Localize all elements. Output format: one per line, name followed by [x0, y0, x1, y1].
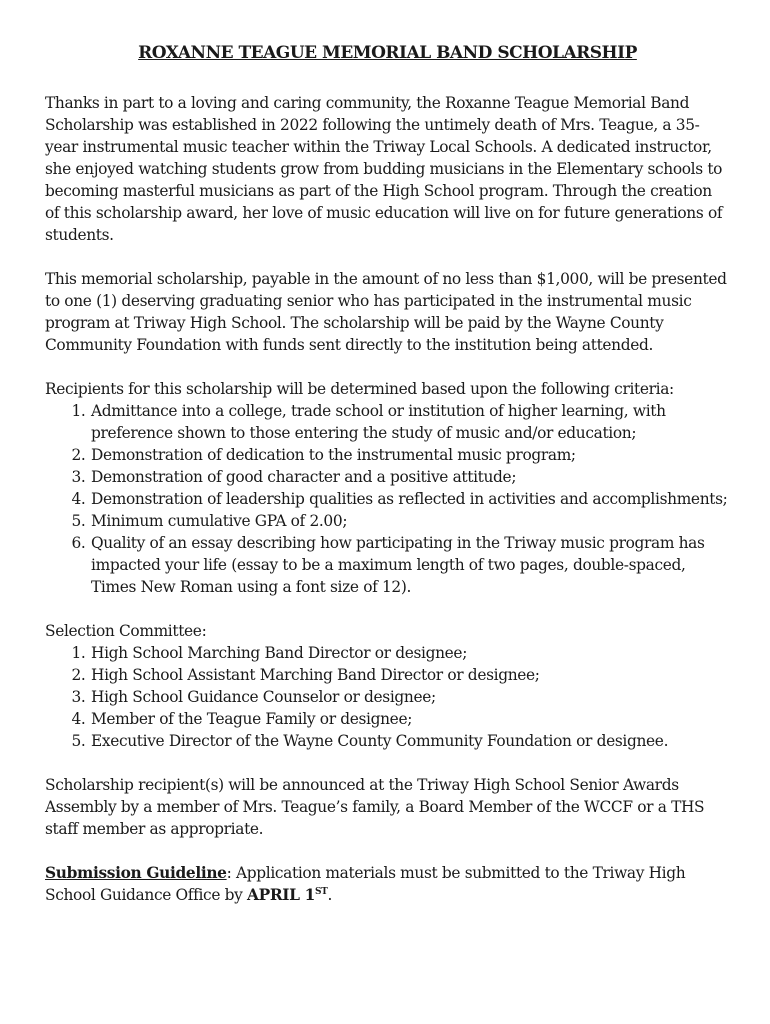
submission-text: : Application materials must be submitted to the Triway High School Guidance Office by [45, 864, 686, 904]
document-title: ROXANNE TEAGUE MEMORIAL BAND SCHOLARSHIP [138, 43, 637, 63]
criteria-list [45, 400, 730, 598]
document-page [45, 42, 730, 928]
list-item: 1. Admittance into a college, trade school or institution of higher learning, with preference shown to those entering the study of music and/or education; [90, 400, 730, 444]
criteria-intro: Recipients for this scholarship will be determined based upon the following criteria: [45, 380, 674, 398]
list-item: 2. Demonstration of dedication to the instrumental music program; [90, 444, 730, 466]
list-item: 4. Member of the Teague Family or designee; [90, 708, 730, 730]
list-item: 4. Demonstration of leadership qualities as reflected in activities and accomplishments; [90, 488, 730, 510]
list-item: 3. High School Guidance Counselor or designee; [90, 686, 730, 708]
award-paragraph: This memorial scholarship, payable in the amount of no less than $1,000, will be presented to one (1) deserving graduating senior who has participated in the instrumental music program at Triway High School. The scholarship will be paid by the Wayne County Community Foundation with funds sent directly to the institution being attended. [45, 270, 727, 354]
submission-end: . [327, 886, 333, 904]
committee-list [45, 642, 730, 752]
intro-paragraph: Thanks in part to a loving and caring community, the Roxanne Teague Memorial Band Scholarship was established in 2022 following the untimely death of Mrs. Teague, a 35-year instrumental music teacher within the Triway Local Schools. A dedicated instructor, she enjoyed watching students grow from budding musicians in the Elementary schools to becoming masterful musicians as part of the High School program. Through the creation of this scholarship award, her love of music education will live on for future generations of students. [45, 94, 723, 244]
list-item: 2. High School Assistant Marching Band Director or designee; [90, 664, 730, 686]
committee-intro: Selection Committee: [45, 622, 207, 640]
deadline-date: APRIL 1 [247, 886, 315, 904]
list-item: 1. High School Marching Band Director or designee; [90, 642, 730, 664]
list-item: 5. Minimum cumulative GPA of 2.00; [90, 510, 730, 532]
list-item: 6. Quality of an essay describing how participating in the Triway music program has impacted your life (essay to be a maximum length of two pages, double-spaced, Times New Roman using a font size of 12). [90, 532, 730, 598]
deadline-suffix: ST [314, 887, 328, 897]
list-item: 3. Demonstration of good character and a positive attitude; [90, 466, 730, 488]
submission-deadline [247, 886, 327, 904]
submission-paragraph [45, 862, 730, 906]
list-item: 5. Executive Director of the Wayne County Community Foundation or designee. [90, 730, 730, 752]
submission-label: Submission Guideline [45, 864, 227, 882]
announcement-paragraph: Scholarship recipient(s) will be announced at the Triway High School Senior Awards Assembly by a member of Mrs. Teague’s family, a Board Member of the WCCF or a THS staff member as appropriate. [45, 776, 705, 838]
